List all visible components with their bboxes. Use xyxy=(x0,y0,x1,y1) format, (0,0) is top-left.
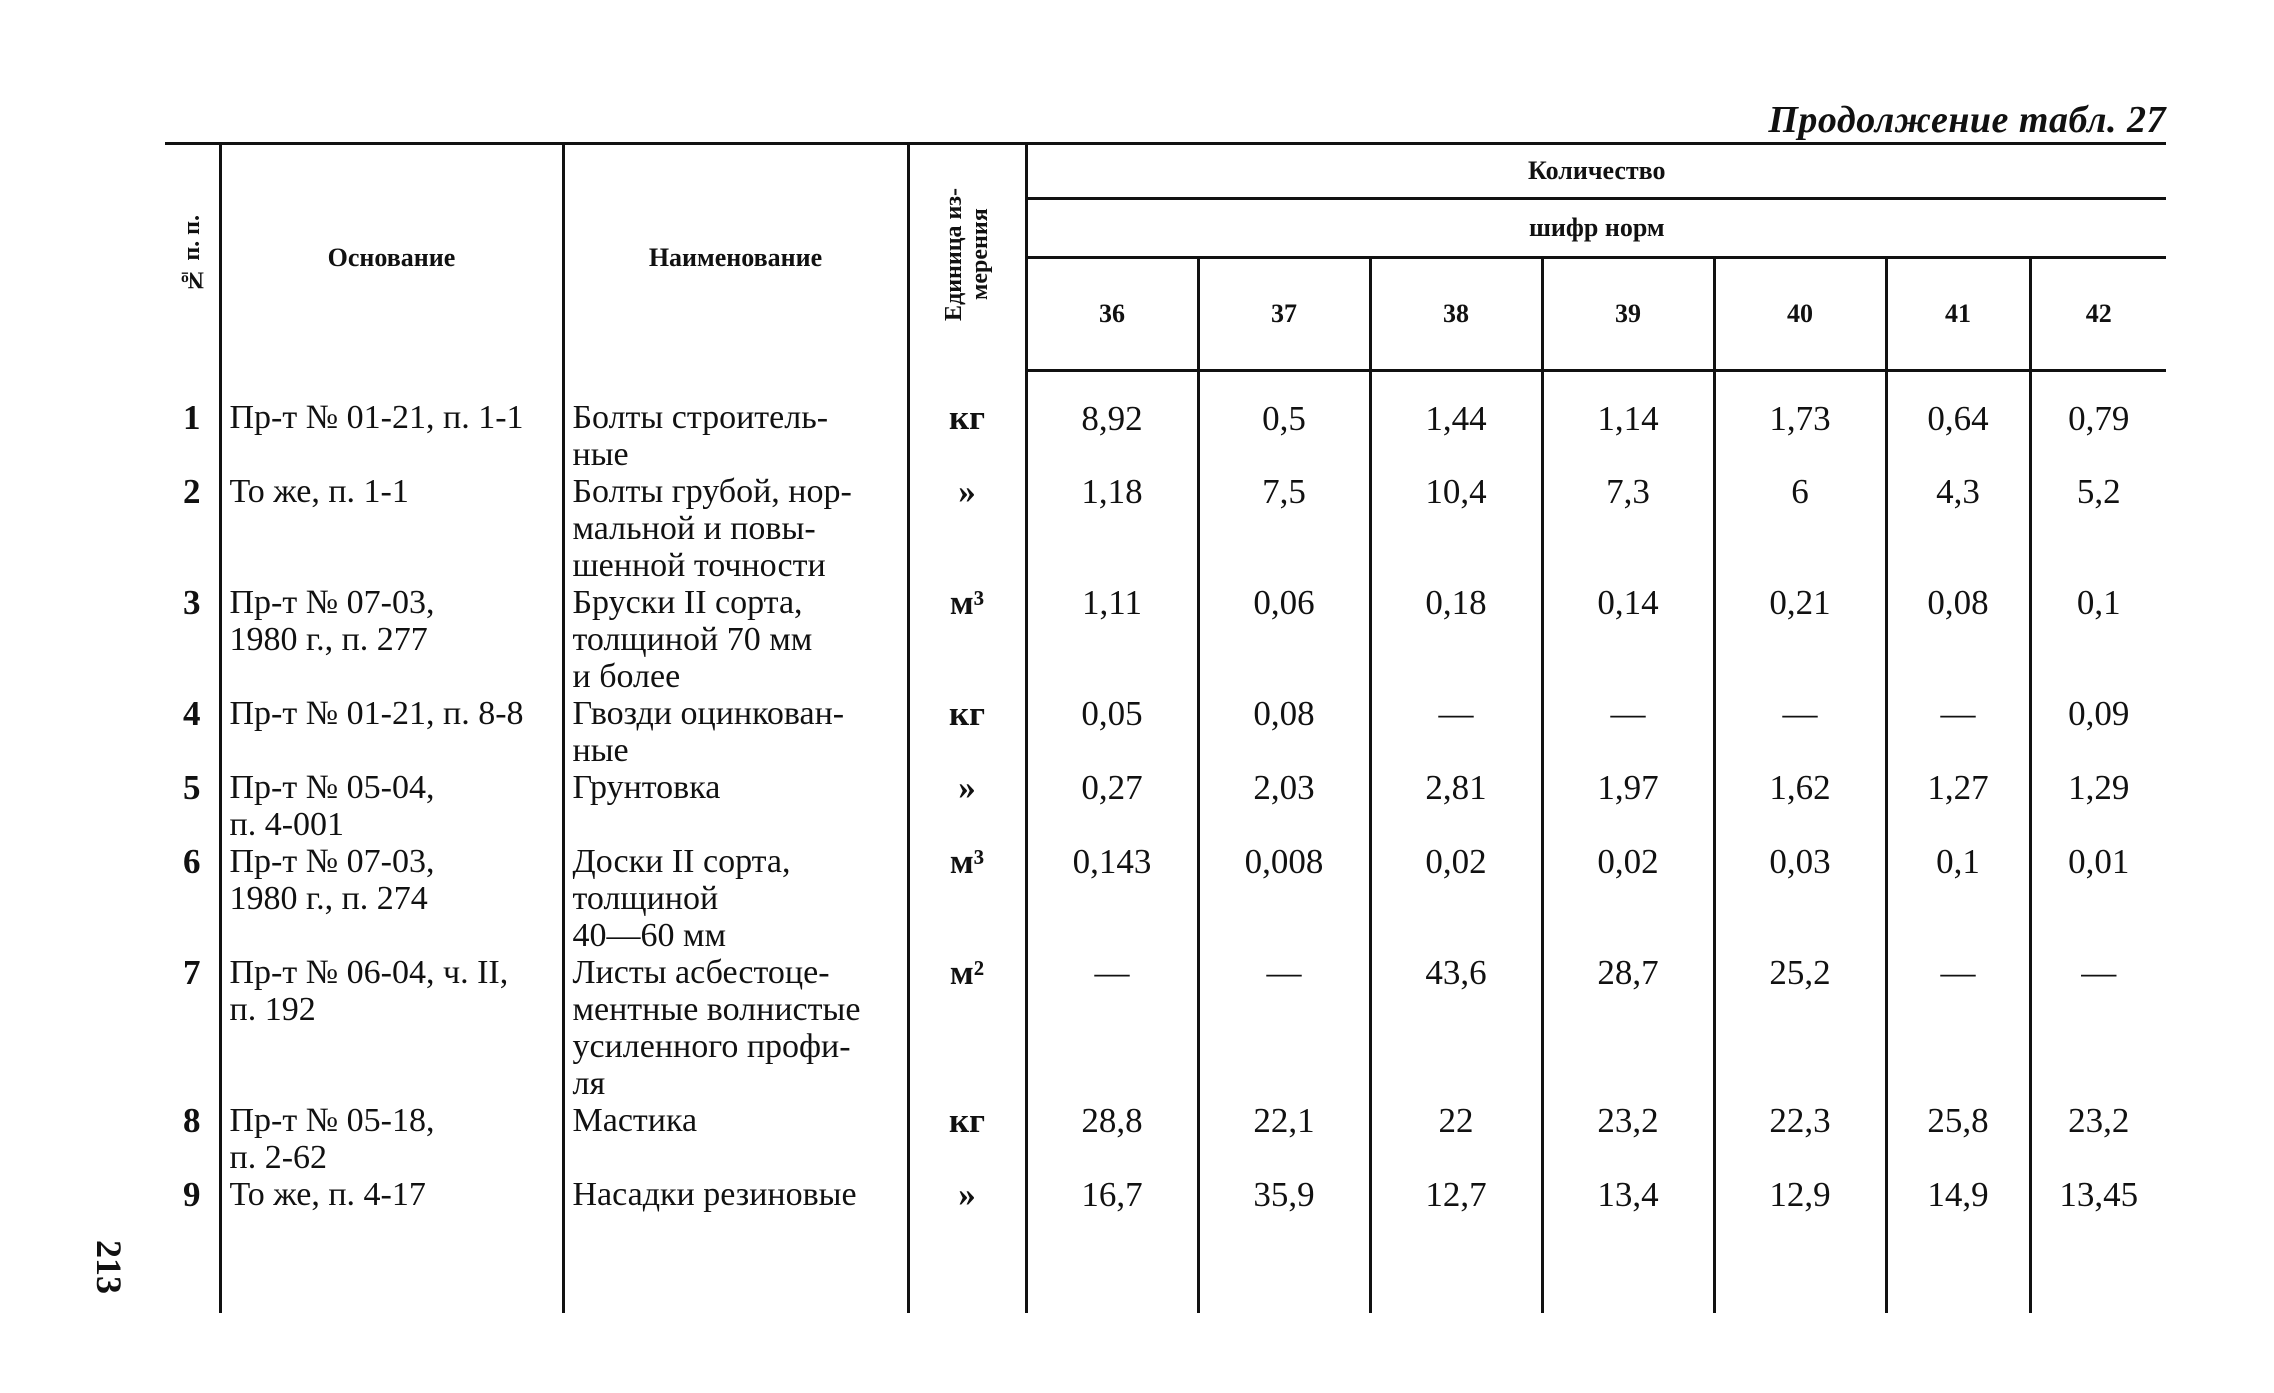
row-number: 4 xyxy=(183,693,201,733)
row-value-code-37: 35,9 xyxy=(1198,1176,1370,1213)
row-value-code-42: 13,45 xyxy=(2030,1176,2166,1213)
row-value-code-39: 23,2 xyxy=(1542,1102,1714,1176)
row-value-code-40: 1,62 xyxy=(1714,769,1886,843)
row-number: 5 xyxy=(183,767,201,807)
row-value-code-36: 1,11 xyxy=(1026,584,1198,695)
row-number: 8 xyxy=(183,1100,201,1140)
header-code-1: 37 xyxy=(1198,258,1370,371)
row-value-code-38: 2,81 xyxy=(1370,769,1542,843)
row-value-code-37: 0,5 xyxy=(1198,371,1370,473)
row-basis-text: То же, п. 1-1 xyxy=(229,472,409,510)
row-value-code-40: 6 xyxy=(1714,473,1886,584)
row-unit: м² xyxy=(908,954,1026,1102)
row-value-code-39: 1,97 xyxy=(1542,769,1714,843)
tail-cell xyxy=(1198,1213,1370,1313)
row-value-code-39: 1,14 xyxy=(1542,371,1714,473)
header-unit xyxy=(908,144,1026,371)
row-basis xyxy=(220,1176,563,1213)
row-value-code-37: 0,06 xyxy=(1198,584,1370,695)
row-value-code-42: 0,01 xyxy=(2030,843,2166,954)
row-value-code-37: 0,08 xyxy=(1198,695,1370,769)
header-unit-label: Единица из- мерения xyxy=(941,187,993,321)
row-value-code-38: 12,7 xyxy=(1370,1176,1542,1213)
row-value-code-42: 0,1 xyxy=(2030,584,2166,695)
table-row xyxy=(165,954,2166,1102)
tail-cell xyxy=(1714,1213,1886,1313)
row-value-code-42: 0,09 xyxy=(2030,695,2166,769)
row-value-code-40: 0,03 xyxy=(1714,843,1886,954)
table-row xyxy=(165,473,2166,584)
row-value-code-36: — xyxy=(1026,954,1198,1102)
tail-cell xyxy=(563,1213,908,1313)
row-value-code-39: 13,4 xyxy=(1542,1176,1714,1213)
row-name-text: Насадки резиновые xyxy=(572,1175,857,1213)
row-value-code-38: 0,02 xyxy=(1370,843,1542,954)
header-norm-codes: шифр норм xyxy=(1026,199,2166,258)
row-name xyxy=(563,954,908,1102)
row-basis xyxy=(220,584,563,695)
row-basis xyxy=(220,769,563,843)
row-value-code-37: 7,5 xyxy=(1198,473,1370,584)
header-code-4: 40 xyxy=(1714,258,1886,371)
table-row xyxy=(165,584,2166,695)
table-tail-row xyxy=(165,1213,2166,1313)
row-name xyxy=(563,695,908,769)
row-value-code-42: 23,2 xyxy=(2030,1102,2166,1176)
row-value-code-36: 0,27 xyxy=(1026,769,1198,843)
row-basis-text: Пр-т № 01-21, п. 1-1 xyxy=(229,398,524,436)
row-value-code-41: — xyxy=(1886,954,2030,1102)
row-value-code-38: — xyxy=(1370,695,1542,769)
row-basis-text: Пр-т № 07-03, 1980 г., п. 277 xyxy=(229,583,435,658)
row-number: 6 xyxy=(183,841,201,881)
row-unit: » xyxy=(908,473,1026,584)
row-name xyxy=(563,1102,908,1176)
row-value-code-41: — xyxy=(1886,695,2030,769)
row-value-code-36: 8,92 xyxy=(1026,371,1198,473)
row-name xyxy=(563,371,908,473)
row-basis xyxy=(220,954,563,1102)
tail-cell xyxy=(908,1213,1026,1313)
row-value-code-38: 1,44 xyxy=(1370,371,1542,473)
row-basis xyxy=(220,473,563,584)
table-body xyxy=(165,371,2166,1313)
header-code-2: 38 xyxy=(1370,258,1542,371)
row-name-text: Гвозди оцинкован- ные xyxy=(572,694,845,769)
header-num-label: № п. п. xyxy=(178,215,205,294)
row-name-text: Листы асбестоце- ментные волнистые усиленного профи- ля xyxy=(572,953,861,1102)
table-header xyxy=(165,144,2166,371)
row-unit: кг xyxy=(908,1102,1026,1176)
table-row xyxy=(165,1102,2166,1176)
table-row xyxy=(165,371,2166,473)
header-code-3: 39 xyxy=(1542,258,1714,371)
tail-cell xyxy=(165,1213,220,1313)
row-basis-text: То же, п. 4-17 xyxy=(229,1175,426,1213)
norms-table xyxy=(165,142,2166,1313)
row-value-code-41: 0,08 xyxy=(1886,584,2030,695)
tail-cell xyxy=(1026,1213,1198,1313)
row-value-code-40: 12,9 xyxy=(1714,1176,1886,1213)
header-quantity: Количество xyxy=(1026,144,2166,199)
row-basis-text: Пр-т № 01-21, п. 8-8 xyxy=(229,694,524,732)
row-name xyxy=(563,769,908,843)
row-value-code-39: 28,7 xyxy=(1542,954,1714,1102)
row-value-code-37: 22,1 xyxy=(1198,1102,1370,1176)
header-code-0: 36 xyxy=(1026,258,1198,371)
row-basis-text: Пр-т № 05-04, п. 4-001 xyxy=(229,768,435,843)
row-unit: кг xyxy=(908,695,1026,769)
row-value-code-36: 16,7 xyxy=(1026,1176,1198,1213)
row-basis xyxy=(220,371,563,473)
row-basis xyxy=(220,1102,563,1176)
row-value-code-38: 43,6 xyxy=(1370,954,1542,1102)
row-unit: » xyxy=(908,1176,1026,1213)
row-basis-text: Пр-т № 05-18, п. 2-62 xyxy=(229,1101,435,1176)
row-value-code-38: 10,4 xyxy=(1370,473,1542,584)
row-value-code-37: 0,008 xyxy=(1198,843,1370,954)
row-name-text: Мастика xyxy=(572,1101,698,1139)
row-name xyxy=(563,843,908,954)
row-value-code-42: — xyxy=(2030,954,2166,1102)
header-code-5: 41 xyxy=(1886,258,2030,371)
row-value-code-40: 22,3 xyxy=(1714,1102,1886,1176)
table-continuation-title: Продолжение табл. 27 xyxy=(1768,99,2166,141)
row-value-code-36: 1,18 xyxy=(1026,473,1198,584)
row-unit: м³ xyxy=(908,843,1026,954)
header-code-6: 42 xyxy=(2030,258,2166,371)
row-number: 3 xyxy=(183,582,201,622)
row-value-code-37: 2,03 xyxy=(1198,769,1370,843)
row-value-code-41: 1,27 xyxy=(1886,769,2030,843)
row-value-code-41: 4,3 xyxy=(1886,473,2030,584)
row-value-code-41: 14,9 xyxy=(1886,1176,2030,1213)
row-value-code-41: 0,1 xyxy=(1886,843,2030,954)
row-value-code-42: 0,79 xyxy=(2030,371,2166,473)
page-number: 213 xyxy=(89,1240,129,1294)
row-basis xyxy=(220,695,563,769)
tail-cell xyxy=(1370,1213,1542,1313)
row-value-code-36: 0,05 xyxy=(1026,695,1198,769)
row-value-code-36: 28,8 xyxy=(1026,1102,1198,1176)
row-value-code-36: 0,143 xyxy=(1026,843,1198,954)
header-name: Наименование xyxy=(563,144,908,371)
row-unit: » xyxy=(908,769,1026,843)
row-name-text: Доски II сорта, толщиной 40—60 мм xyxy=(572,842,791,954)
row-number: 9 xyxy=(183,1174,201,1214)
row-unit: кг xyxy=(908,371,1026,473)
row-name xyxy=(563,1176,908,1213)
tail-cell xyxy=(1542,1213,1714,1313)
row-name-text: Болты грубой, нор- мальной и повы- шенной точности xyxy=(572,472,852,584)
row-basis xyxy=(220,843,563,954)
row-basis-text: Пр-т № 07-03, 1980 г., п. 274 xyxy=(229,842,435,917)
table-row xyxy=(165,1176,2166,1213)
row-value-code-39: 0,02 xyxy=(1542,843,1714,954)
row-value-code-39: 7,3 xyxy=(1542,473,1714,584)
row-name xyxy=(563,584,908,695)
table-row xyxy=(165,695,2166,769)
row-value-code-40: 1,73 xyxy=(1714,371,1886,473)
row-unit: м³ xyxy=(908,584,1026,695)
row-value-code-40: 0,21 xyxy=(1714,584,1886,695)
row-value-code-39: — xyxy=(1542,695,1714,769)
row-number: 1 xyxy=(183,397,201,437)
table-row xyxy=(165,843,2166,954)
row-basis-text: Пр-т № 06-04, ч. II, п. 192 xyxy=(229,953,509,1028)
row-number: 7 xyxy=(183,952,201,992)
row-name-text: Грунтовка xyxy=(572,768,721,806)
row-value-code-41: 0,64 xyxy=(1886,371,2030,473)
header-basis: Основание xyxy=(220,144,563,371)
row-name xyxy=(563,473,908,584)
tail-cell xyxy=(2030,1213,2166,1313)
row-value-code-38: 0,18 xyxy=(1370,584,1542,695)
row-value-code-37: — xyxy=(1198,954,1370,1102)
row-value-code-40: — xyxy=(1714,695,1886,769)
row-value-code-39: 0,14 xyxy=(1542,584,1714,695)
row-name-text: Болты строитель- ные xyxy=(572,398,829,473)
table-row xyxy=(165,769,2166,843)
row-value-code-38: 22 xyxy=(1370,1102,1542,1176)
row-value-code-42: 1,29 xyxy=(2030,769,2166,843)
row-value-code-40: 25,2 xyxy=(1714,954,1886,1102)
tail-cell xyxy=(1886,1213,2030,1313)
row-value-code-42: 5,2 xyxy=(2030,473,2166,584)
header-num xyxy=(165,144,220,371)
row-value-code-41: 25,8 xyxy=(1886,1102,2030,1176)
row-number: 2 xyxy=(183,471,201,511)
row-name-text: Бруски II сорта, толщиной 70 мм и более xyxy=(572,583,813,695)
tail-cell xyxy=(220,1213,563,1313)
